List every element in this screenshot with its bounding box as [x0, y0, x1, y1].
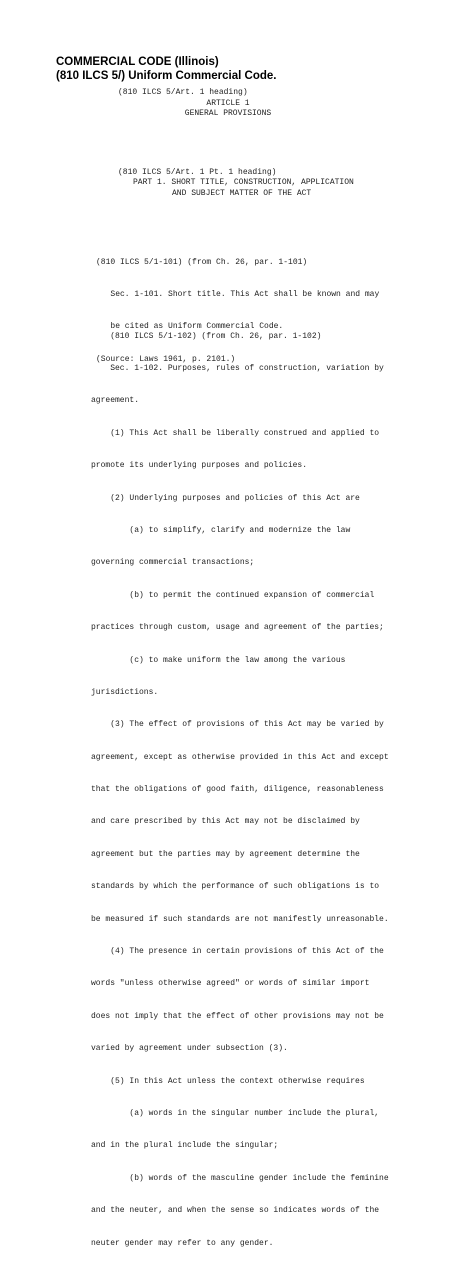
section-line: and in the plural include the singular; [91, 1141, 279, 1151]
section-source: (Source: Laws 1961, p. 2101.) [96, 354, 236, 364]
part-citation: (810 ILCS 5/Art. 1 Pt. 1 heading) [118, 168, 277, 177]
section-line: and the neuter, and when the sense so indicates words of the [91, 1206, 380, 1216]
document-subtitle: (810 ILCS 5/) Uniform Commercial Code. [56, 70, 277, 82]
document-title: COMMERCIAL CODE (Illinois) [56, 56, 219, 68]
section-line: (a) to simplify, clarify and modernize the law [91, 525, 351, 535]
section-line: jurisdictions. [91, 687, 159, 697]
section-line: (2) Underlying purposes and policies of this Act are [91, 493, 360, 503]
section-line: practices through custom, usage and agreement of the parties; [91, 623, 384, 633]
section-line: be measured if such standards are not manifestly unreasonable. [91, 914, 389, 924]
section-line: promote its underlying purposes and policies. [91, 461, 308, 471]
section-line: and care prescribed by this Act may not be disclaimed by [91, 817, 360, 827]
article-citation: (810 ILCS 5/Art. 1 heading) [118, 88, 248, 97]
section-line: words "unless otherwise agreed" or words of similar import [91, 979, 370, 989]
section-line: (b) words of the masculine gender include the feminine [91, 1173, 389, 1183]
section-1-102 [91, 310, 389, 1264]
section-line: does not imply that the effect of other provisions may not be [91, 1011, 384, 1021]
section-line: governing commercial transactions; [91, 558, 255, 568]
section-line: (4) The presence in certain provisions of this Act of the [91, 947, 384, 957]
section-line: neuter gender may refer to any gender. [91, 1238, 274, 1248]
part-title: PART 1. SHORT TITLE, CONSTRUCTION, APPLICATION [133, 178, 354, 187]
section-line: (3) The effect of provisions of this Act may be varied by [91, 720, 384, 730]
section-line: Sec. 1-101. Short title. This Act shall be known and may [96, 289, 380, 299]
section-line: agreement, except as otherwise provided in this Act and except [91, 752, 389, 762]
section-line: (810 ILCS 5/1-101) (from Ch. 26, par. 1-101) [96, 257, 308, 267]
section-line: (b) to permit the continued expansion of commercial [91, 590, 375, 600]
section-line: agreement. [91, 396, 140, 406]
section-line: agreement but the parties may by agreement determine the [91, 849, 360, 859]
section-line: (5) In this Act unless the context otherwise requires [91, 1076, 365, 1086]
section-line: (a) words in the singular number include the plural, [91, 1108, 380, 1118]
section-line: be cited as Uniform Commercial Code. [96, 322, 284, 332]
section-line: varied by agreement under subsection (3). [91, 1044, 288, 1054]
article-subtitle: GENERAL PROVISIONS [184, 109, 272, 118]
section-line: Sec. 1-102. Purposes, rules of construction, variation by [91, 363, 384, 373]
section-line: standards by which the performance of such obligations is to [91, 882, 380, 892]
section-line: (c) to make uniform the law among the various [91, 655, 346, 665]
section-line: that the obligations of good faith, diligence, reasonableness [91, 785, 384, 795]
section-line: (1) This Act shall be liberally construed and applied to [91, 428, 380, 438]
section-line: (810 ILCS 5/1-102) (from Ch. 26, par. 1-102) [91, 331, 322, 341]
part-title-continued: AND SUBJECT MATTER OF THE ACT [172, 189, 312, 198]
article-heading: ARTICLE 1 [206, 99, 250, 108]
